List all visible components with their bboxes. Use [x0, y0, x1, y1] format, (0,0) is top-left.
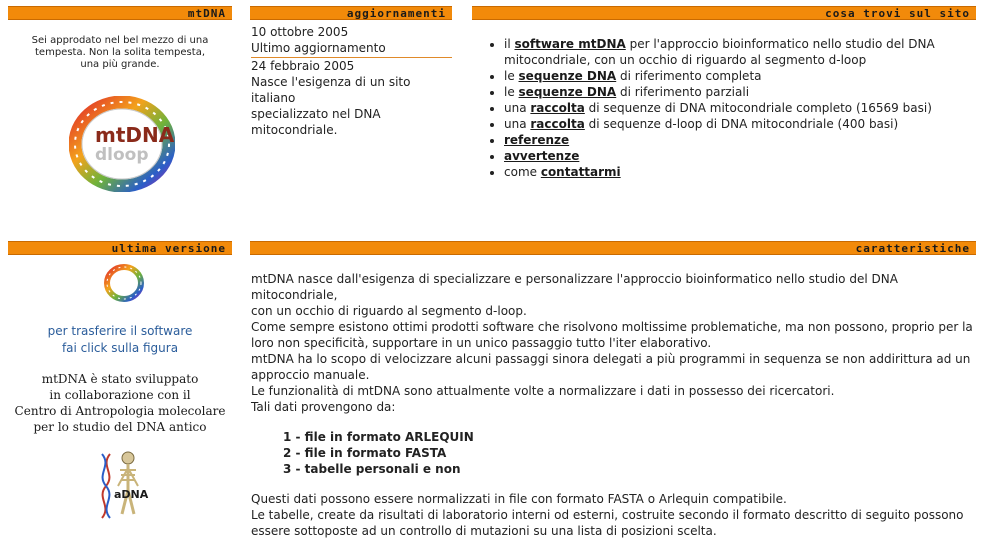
- mtdna-logo: [69, 96, 175, 192]
- download-figure[interactable]: [103, 263, 145, 303]
- updates-header-bar: [250, 6, 452, 20]
- update-text: Ultimo aggiornamento: [251, 41, 386, 55]
- svg-text:aDNA: aDNA: [114, 488, 149, 501]
- updates-block: [251, 24, 456, 56]
- list-item: • le sequenze DNA di riferimento completa: [504, 68, 976, 84]
- features-body: [251, 271, 979, 539]
- features-header-bar: [250, 241, 976, 255]
- credits-line: Centro di Antropologia molecolare: [14, 404, 226, 418]
- svg-text:mtDNA: mtDNA: [95, 123, 175, 147]
- raccolta-dloop-link[interactable]: raccolta: [530, 117, 585, 131]
- latest-version-header-bar: [8, 241, 232, 255]
- mtdna-header-bar: [8, 6, 232, 20]
- svg-text:dloop: dloop: [95, 145, 149, 165]
- list-item: [504, 148, 976, 164]
- tagline-line: Sei approdato nel bel mezzo di una: [31, 35, 209, 46]
- site-contents: [486, 36, 976, 180]
- dna-ring-small-icon[interactable]: [103, 263, 145, 303]
- sequenze-dna-partial-link[interactable]: sequenze DNA: [518, 85, 617, 99]
- features-line: con un occhio di riguardo al segmento d-loop.: [251, 304, 527, 318]
- features-line: Come sempre esistono ottimi prodotti software che risolvono moltissime problematiche, ma non possono, proprio per la: [251, 320, 973, 334]
- update-date: 10 ottobre 2005: [251, 25, 349, 39]
- update-text-line: Nasce l'esigenza di un sito italiano: [251, 75, 411, 105]
- list-item: • le sequenze DNA di riferimento parziali: [504, 84, 976, 100]
- features-header-title: caratteristiche: [855, 242, 970, 255]
- updates-block-2: [251, 58, 456, 138]
- site-header-bar: [472, 6, 976, 20]
- closing-line: Le tabelle, create da risultati di laboratorio interni od esterni, costruite secondo il formato descritto di seguito possono: [251, 508, 964, 522]
- latest-version-header-title: ultima versione: [111, 242, 226, 255]
- list-item: • come contattarmi: [504, 164, 976, 180]
- updates-header-title: aggiornamenti: [346, 7, 446, 20]
- credits-line: per lo studio del DNA antico: [33, 420, 207, 434]
- update-text-line: mitocondriale.: [251, 123, 338, 137]
- tagline-line: tempesta. Non la solita tempesta,: [35, 47, 205, 58]
- features-line: Tali dati provengono da:: [251, 400, 396, 414]
- site-contents-list: [486, 36, 976, 180]
- mtdna-header-title: mtDNA: [187, 7, 226, 20]
- tagline-line: una più grande.: [80, 59, 160, 70]
- sources-list: [251, 429, 979, 477]
- download-line[interactable]: fai click sulla figura: [61, 341, 179, 355]
- site-header-title: cosa trovi sul sito: [825, 7, 970, 20]
- source-item: 3 - tabelle personali e non: [283, 462, 461, 476]
- credits-line: in collaborazione con il: [49, 388, 191, 402]
- referenze-link[interactable]: referenze: [504, 133, 570, 147]
- update-date: 24 febbraio 2005: [251, 59, 355, 73]
- list-item: • il software mtDNA per l'approccio bioinformatico nello studio del DNA mitocondriale, con un occhio di riguardo al segmento d-loop: [504, 36, 976, 68]
- dna-ring-icon: [69, 96, 175, 192]
- download-instructions[interactable]: [8, 323, 232, 357]
- avvertenze-link[interactable]: avvertenze: [504, 149, 580, 163]
- tagline: [8, 35, 232, 71]
- source-item: 1 - file in formato ARLEQUIN: [283, 430, 474, 444]
- source-item: 2 - file in formato FASTA: [283, 446, 447, 460]
- list-item: • una raccolta di sequenze di DNA mitocondriale completo (16569 basi): [504, 100, 976, 116]
- features-line: Le funzionalità di mtDNA sono attualmente volte a normalizzare i dati in possesso dei ricercatori.: [251, 384, 835, 398]
- contattarmi-link[interactable]: contattarmi: [540, 165, 621, 179]
- update-text-line: specializzato nel DNA: [251, 107, 381, 121]
- adna-logo: [92, 448, 152, 520]
- features-line: mtDNA ha lo scopo di velocizzare alcuni passaggi sinora delegati a più programmi in sequenza se non addirittura ad un: [251, 352, 971, 366]
- closing-line: essere sottoposte ad un controllo di mutazioni su una lista di posizioni scelta.: [251, 524, 717, 538]
- credits-line: mtDNA è stato sviluppato: [41, 372, 199, 386]
- list-item: [504, 132, 976, 148]
- credits: [8, 371, 232, 435]
- software-mtdna-link[interactable]: software mtDNA: [514, 37, 626, 51]
- download-line[interactable]: per trasferire il software: [47, 324, 193, 338]
- closing-line: Questi dati possono essere normalizzati in file con formato FASTA o Arlequin compatibile.: [251, 492, 787, 506]
- features-line: loro non specificità, supportare in un unico passaggio tutto l'iter elaborativo.: [251, 336, 712, 350]
- list-item: • una raccolta di sequenze d-loop di DNA mitocondriale (400 basi): [504, 116, 976, 132]
- skeleton-dna-icon: [92, 448, 152, 520]
- raccolta-complete-link[interactable]: raccolta: [530, 101, 585, 115]
- features-line: mtDNA nasce dall'esigenza di specializzare e personalizzare l'approccio bioinformatico nello studio del DNA mitocondriale,: [251, 272, 898, 302]
- sequenze-dna-complete-link[interactable]: sequenze DNA: [518, 69, 617, 83]
- features-line: approccio manuale.: [251, 368, 370, 382]
